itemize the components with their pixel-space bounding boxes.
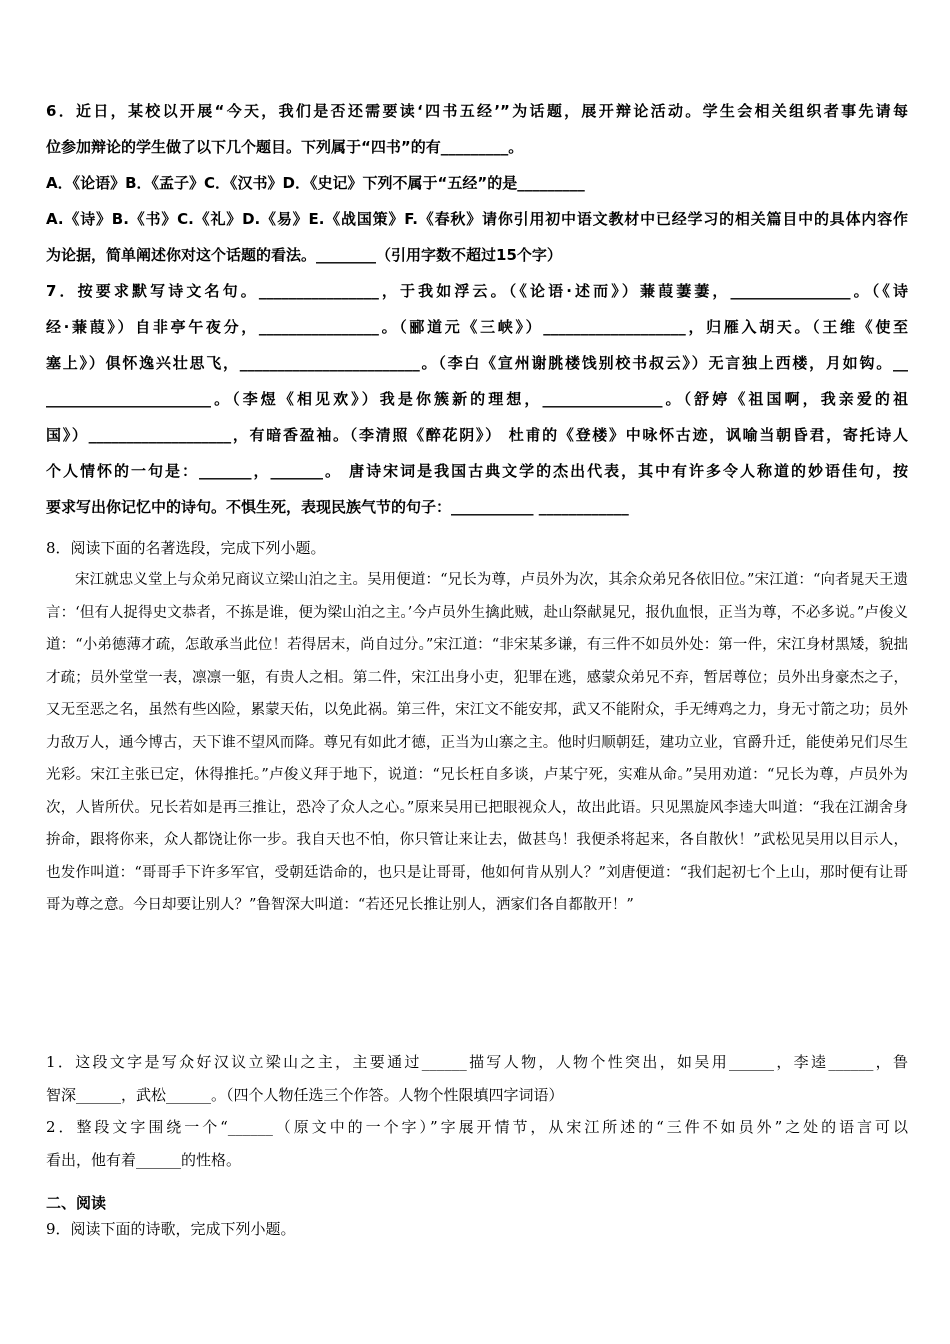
q7-line-6: 个人情怀的一句是：_______，_______。 唐诗宋词是我国古典文学的杰出代表，其中有许多令人称道的妙语佳句，按 (46, 462, 908, 480)
q8-sub1-line-1: 1．这段文字是写众好汉议立梁山之主，主要通过______描写人物，人物个性突出，如吴用______，李逵______，鲁 (46, 1053, 908, 1071)
q8-sub2-line-1: 2．整段文字围绕一个“______（原文中的一个字）”字展开情节，从宋江所述的“三件不如员外”之处的语言可以 (46, 1118, 908, 1136)
q7-line-2: 经·蒹葭》）自非亭午夜分，________________。（郦道元《三峡》）___________________，归雁入胡天。（王维《使至 (46, 318, 908, 336)
q7-line-3: 塞上》）俱怀逸兴壮思飞，________________________。（李白《宣州谢朓楼饯别校书叔云》）无言独上西楼，月如钩。__ (46, 354, 908, 372)
q7-line-5: 国》）___________________，有暗香盈袖。（李清照《醉花阴》） 杜甫的《登楼》中咏怀古迹，讽喻当朝昏君，寄托诗人 (46, 426, 908, 444)
q6-line-4: A.《诗》B.《书》C.《礼》D.《易》E.《战国策》F.《春秋》请你引用初中语文教材中已经学习的相关篇目中的具体内容作 (46, 210, 908, 228)
q6-line-1: 6．近日，某校以开展“今天，我们是否还需要读‘四书五经’”为话题，展开辩论活动。学生会相关组织者事先请每 (46, 102, 908, 120)
q8-sub1-line-2: 智深______，武松______。（四个人物任选三个作答。人物个性限填四字词语） (46, 1085, 564, 1104)
q7-line-7: 要求写出你记忆中的诗句。不惧生死，表现民族气节的句子：___________ ____________ (46, 498, 629, 516)
q6-line-3: A．《论语》B．《孟子》C．《汉书》D．《史记》下列不属于“五经”的是_________ (46, 174, 585, 192)
q8-sub2-line-2: 看出，他有着______的性格。 (46, 1150, 242, 1169)
question-8-subquestions (46, 1046, 908, 1176)
question-6 (46, 93, 908, 273)
q7-line-4: ______________________。（李煜《相见欢》）我是你簇新的理想，________________。（舒婷《祖国啊，我亲爱的祖 (46, 390, 908, 408)
excerpt-text: 宋江就忠义堂上与众弟兄商议立梁山泊之主。吴用便道：“兄长为尊，卢员外为次，其余众弟兄各依旧位。”宋江道：“向者晁天王遗言：‘但有人捉得史文恭者，不拣是谁，便为梁山泊之主。’今卢员外生擒此贼，赴山祭献晁兄，报仇血恨，正当为尊，不必多说。”卢俊义道：“小弟德薄才疏，怎敢承当此位！若得居末，尚自过分。”宋江道：“非宋某多谦，有三件不如员外处：第一件，宋江身材黑矮，貌拙才疏；员外堂堂一表，凛凛一躯，有贵人之相。第二件，宋江出身小吏，犯罪在逃，感蒙众弟兄不弃，暂居尊位；员外出身豪杰之子，又无至恶之名，虽然有些凶险，累蒙天佑，以免此祸。第三件，宋江文不能安邦，武又不能附众，手无缚鸡之力，身无寸箭之功；员外力敌万人，通今博古，天下谁不望风而降。尊兄有如此才德，正当为山寨之主。他时归顺朝廷，建功立业，官爵升迁，能使弟兄们尽生光彩。宋江主张已定，休得推托。”卢俊义拜于地下，说道：“兄长枉自多谈，卢某宁死，实难从命。”吴用劝道：“兄长为尊，卢员外为次，人皆所伏。兄长若如是再三推让，恐冷了众人之心。”原来吴用已把眼视众人，故出此语。只见黑旋风李逵大叫道：“我在江湖舍身拚命，跟将你来，众人都饶让你一步。我自天也不怕，你只管让来让去，做甚鸟！我便杀将起来，各自散伙！”武松见吴用以目示人，也发作叫道：“哥哥手下许多军官，受朝廷诰命的，也只是让哥哥，他如何肯从别人？”刘唐便道：“我们起初七个上山，那时便有让哥哥为尊之意。今日却要让别人？”鲁智深大叫道：“若还兄长推让别人，洒家们各自都散开！” (46, 572, 908, 913)
excerpt-passage (46, 564, 908, 922)
question-9 (46, 1214, 908, 1244)
q6-line-5: 为论据，简单阐述你对这个话题的看法。________（引用字数不超过15个字） (46, 246, 562, 264)
question-7 (46, 273, 908, 525)
q9-intro: 9．阅读下面的诗歌，完成下列小题。 (46, 1220, 296, 1238)
q7-line-1: 7．按要求默写诗文名句。________________，于我如浮云。（《论语·述而》）蒹葭萋萋，________________。（《诗 (46, 282, 908, 300)
question-8-intro (46, 532, 908, 565)
q6-line-2: 位参加辩论的学生做了以下几个题目。下列属于“四书”的有_________。 (46, 138, 524, 156)
q8-intro: 8．阅读下面的名著选段，完成下列小题。 (46, 539, 326, 557)
section-title: 二、阅读 (46, 1194, 107, 1212)
